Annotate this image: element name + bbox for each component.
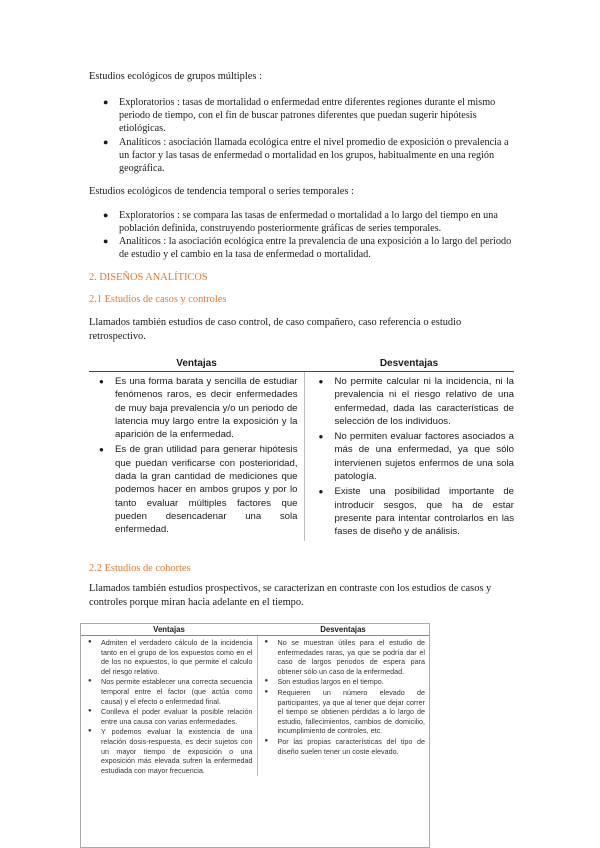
list-item: ● Es de gran utilidad para generar hipótesis que puedan verificarse con posterioridad, dada la gran cantidad de mediciones que podemos hacer en ambos grupos y por lo tanto evaluar múltiples factores que pueden desencadenar una sola enfermedad. [99, 444, 298, 536]
list-item: ● No permite calcular ni la incidencia, ni la prevalencia ni el riesgo relativo de una enfermedad, dada las características de selección de los individuos. [318, 376, 514, 427]
cohorts-table [81, 624, 429, 776]
bullet-icon: ● [99, 445, 104, 455]
bullet-icon: ● [88, 678, 92, 685]
advantages-header: Ventajas [89, 357, 304, 372]
list-item: ● Son estudios largos en el tiempo. [264, 677, 384, 687]
list-item: ● Exploratorios : se compara las tasas de enfermedad o mortalidad a lo largo del tiempo en una población definida, construyendo posteriormente gráficas de series temporales. [103, 210, 498, 234]
bullet-icon: ● [264, 678, 269, 685]
multiple-groups-list [89, 96, 519, 175]
bullet-icon: ● [264, 639, 269, 645]
bullet-icon: ● [88, 728, 92, 735]
advantages-list [81, 638, 257, 775]
cohorts-intro: Llamados también estudios prospectivos, se caracterizan en contraste con los estudios de casos y controles porque miran hacia adelante en el tiempo. [89, 583, 492, 608]
bullet-icon: ● [264, 688, 269, 695]
list-item: ● Admiten el verdadero cálculo de la incidencia tanto en el grupo de los expuestos como en el de los no expuestos, lo que permite el calculo del riesgo relativo. [88, 638, 253, 676]
bullet-icon: ● [103, 137, 109, 147]
disadvantages-header: Desventajas [304, 357, 514, 372]
bullet-icon: ● [318, 377, 324, 386]
bullet-icon: ● [103, 236, 109, 246]
list-item: ● Existe una posibilidad importante de introducir sesgos, que ha de estar presente para intentar controlarlos en las fases de diseño y de análisis. [318, 486, 514, 538]
cases-intro: Llamados también estudios de caso control, de caso compañero, caso referencia o estudio retrospectivo. [89, 317, 462, 342]
section-heading: 2. DISEÑOS ANALÍTICOS [89, 272, 208, 283]
cohorts-table-image [80, 623, 430, 848]
list-item: ● Por las propias características del tipo de diseño suelen tener un coste elevado. [264, 736, 425, 756]
bullet-icon: ● [99, 377, 104, 386]
disadvantages-list [309, 375, 515, 539]
temporal-series-list [89, 209, 519, 261]
advantages-header: Ventajas [81, 624, 257, 636]
bullet-icon: ● [103, 210, 109, 220]
bullet-icon: ● [318, 487, 324, 497]
list-item: ● Requieren un número elevado de participantes, ya que al tener que dejar correr el tiempo se obtienen pérdidas a lo largo de estudio, fallecimientos, cambios de domicilio, incumplimiento de controles, etc. [264, 687, 425, 736]
multiple-groups-title: Estudios ecológicos de grupos múltiples : [89, 71, 262, 82]
bullet-icon: ● [264, 737, 269, 744]
list-item: ● Es una forma barata y sencilla de estudiar fenómenos raros, es decir enfermedades de muy baja prevalencia y/o un periodo de latencia muy largo entre la exposición y la aparición de la enfermedad. [99, 376, 298, 441]
bullet-icon: ● [103, 97, 109, 107]
list-item: ● Nos permite establecer una correcta secuencia temporal entre el factor (que actúa como causa) y el efecto o enfermedad final. [88, 677, 253, 706]
subsection-heading: 2.2 Estudios de cohortes [89, 563, 191, 574]
bullet-icon: ● [88, 708, 92, 715]
list-item: ● Analíticos : la asociación ecológica entre la prevalencia de una exposición a lo largo del periodo de estudio y el cambio en la tasa de enfermedad o mortalidad. [103, 236, 512, 260]
list-item: ● Conlleva el poder evaluar la posible relación entre una causa con varias enfermedades. [88, 707, 253, 726]
disadvantages-header: Desventajas [257, 624, 429, 636]
advantages-list [89, 375, 298, 537]
bullet-icon: ● [318, 432, 324, 442]
subsection-heading: 2.1 Estudios de casos y controles [89, 294, 227, 305]
temporal-series-title: Estudios ecológicos de tendencia temporal o series temporales : [89, 186, 354, 197]
list-item: ● Y podemos evaluar la existencia de una relación dosis-respuesta, es decir sujetos con un mayor tiempo de exposición o una exposición más elevada sufren la enfermedad estudiada con mayor frecuencia. [88, 727, 253, 775]
list-item: ● No permiten evaluar factores asociados a más de una enfermedad, ya que sólo intervienen sujetos enfermos de una sola patología. [318, 431, 514, 483]
list-item: ● Exploratorios : tasas de mortalidad o enfermedad entre diferentes regiones durante el mismo periodo de tiempo, con el fin de buscar patrones diferentes que puedan sugerir hipótesis etiológicas. [103, 97, 496, 134]
cases-table [89, 357, 514, 541]
disadvantages-list [258, 638, 430, 756]
list-item: ● Analíticos : asociación llamada ecológica entre el nivel promedio de exposición o prevalencia a un factor y las tasas de enfermedad o mortalidad en los grupos, habitualmente en una región geográfica. [103, 137, 509, 174]
bullet-icon: ● [88, 639, 92, 645]
list-item: ● No se muestran útiles para el estudio de enfermedades raras, ya que se podría dar el caso de largos periodos de espera para obtener sólo un caso de la enfermedad. [264, 638, 425, 676]
